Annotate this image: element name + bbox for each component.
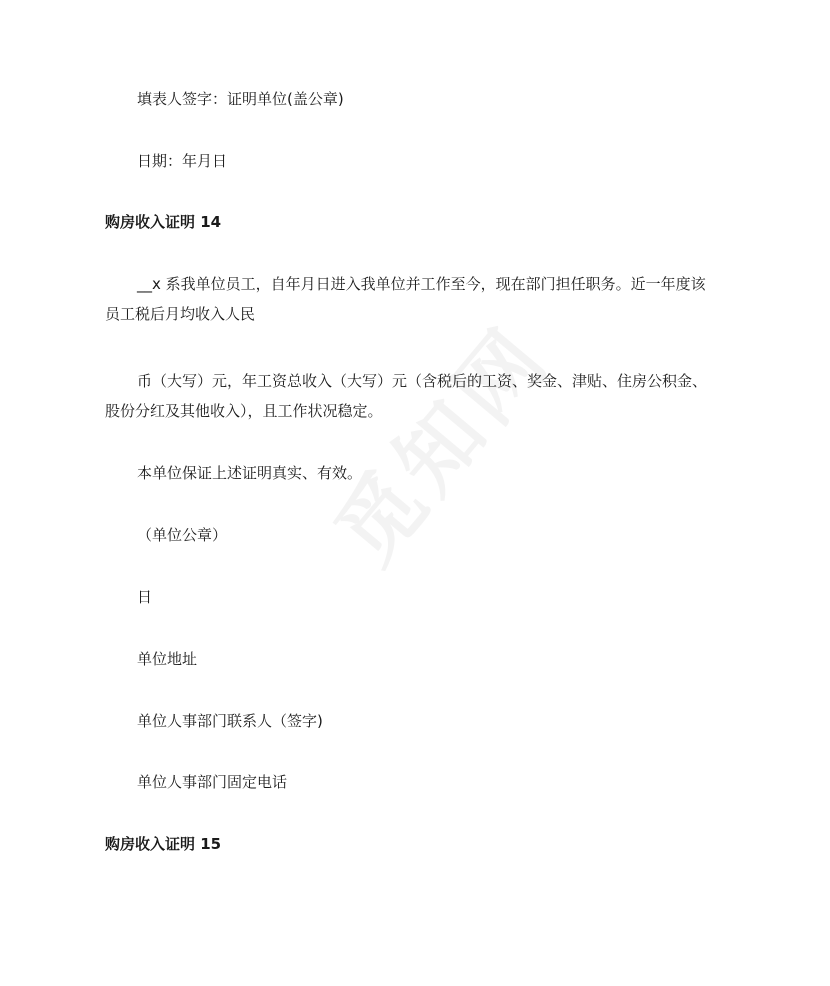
paragraph-employee-line-2: 员工税后月均收入人民 (105, 305, 256, 323)
contact-line: 单位人事部门联系人（签字) (137, 712, 323, 730)
day-line: 日 (137, 588, 153, 606)
seal-line: （单位公章） (137, 526, 228, 544)
paragraph-income-line-1: 币（大写）元，年工资总收入（大写）元（含税后的工资、奖金、津贴、住房公积金、 (137, 372, 708, 390)
paragraph-employee-line-1: __x 系我单位员工，自年月日进入我单位并工作至今，现在部门担任职务。近一年度该 (137, 275, 706, 293)
address-line: 单位地址 (137, 650, 198, 668)
signer-line: 填表人签字：证明单位(盖公章) (137, 90, 344, 108)
date-line: 日期：年月日 (137, 152, 228, 170)
paragraph-income-line-2: 股份分红及其他收入），且工作状况稳定。 (105, 402, 383, 420)
phone-line: 单位人事部门固定电话 (137, 773, 288, 791)
section-heading-14: 购房收入证明 14 (105, 213, 222, 231)
watermark-text (303, 296, 573, 585)
guarantee-line: 本单位保证上述证明真实、有效。 (137, 464, 363, 482)
section-heading-15: 购房收入证明 15 (105, 835, 222, 853)
